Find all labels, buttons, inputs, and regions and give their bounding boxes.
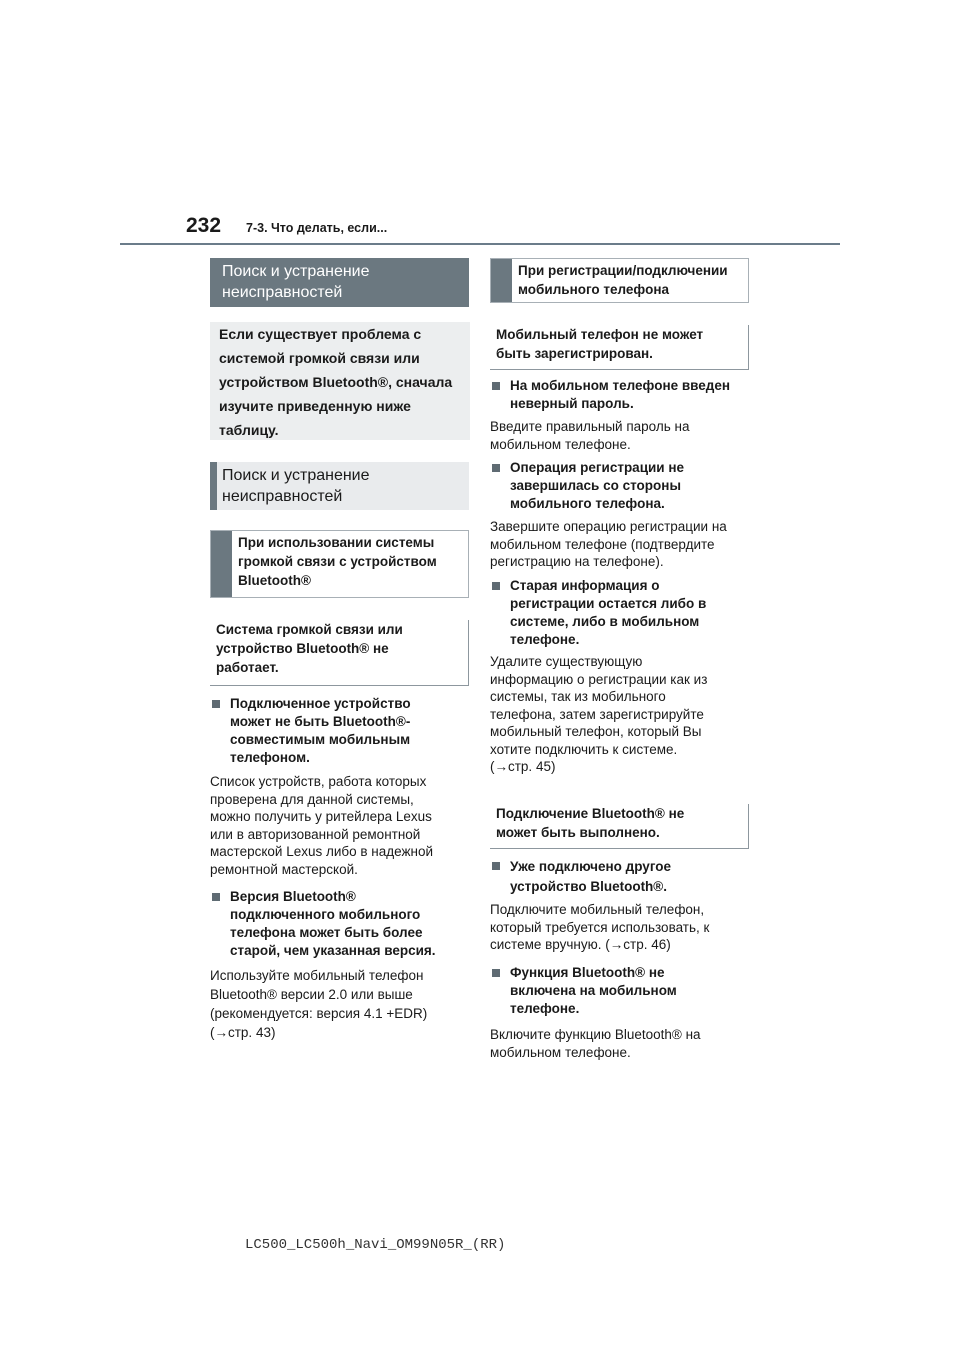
troubleshooting-subheading bbox=[210, 462, 469, 510]
answer-line: мобильном телефоне (подтвердите bbox=[490, 536, 715, 552]
question-line: телефона может быть более bbox=[230, 925, 423, 940]
case-vertical-line bbox=[748, 804, 749, 848]
case-vertical-line bbox=[468, 620, 469, 685]
condition-line: мобильного телефона bbox=[518, 282, 669, 297]
condition-line: При использовании системы bbox=[238, 535, 435, 550]
question-line: мобильного телефона. bbox=[510, 496, 665, 511]
question-line: включена на мобильном bbox=[510, 983, 677, 998]
bullet-square-icon bbox=[492, 382, 500, 390]
question-item bbox=[492, 459, 754, 513]
condition-side-bar bbox=[491, 259, 512, 302]
answer-line: мобильном телефоне. bbox=[490, 436, 631, 452]
case-text bbox=[490, 804, 749, 842]
answer-line: телефона, затем зарегистрируйте bbox=[490, 706, 704, 722]
question-line: Функция Bluetooth® не bbox=[510, 965, 665, 980]
answer-line: (→стр. 45) bbox=[490, 759, 556, 774]
answer-line: (→стр. 43) bbox=[210, 1025, 276, 1040]
question-line: На мобильном телефоне введен bbox=[510, 378, 731, 393]
case-vertical-line bbox=[748, 325, 749, 369]
question-line: Старая информация о bbox=[510, 578, 660, 593]
case-text bbox=[210, 620, 469, 677]
question-line: системе, либо в мобильном bbox=[510, 614, 700, 629]
answer-line: мобильный телефон, который Вы bbox=[490, 724, 702, 739]
bullet-square-icon bbox=[492, 464, 500, 472]
bullet-square-icon bbox=[492, 969, 500, 977]
answer-line: мастерской Lexus либо в надежной bbox=[210, 844, 434, 859]
question-line: подключенного мобильного bbox=[230, 907, 421, 922]
answer-line: Список устройств, работа которых bbox=[210, 774, 427, 789]
case-line: работает. bbox=[216, 660, 279, 675]
answer-line: информацию о регистрации как из bbox=[490, 671, 708, 687]
intro-text: Если существует проблема с системой громкой связи или устройством Bluetooth®, сначала изучите приведенную ниже таблицу. bbox=[219, 326, 453, 438]
bullet-square-icon bbox=[212, 893, 220, 901]
condition-side-bar bbox=[211, 531, 232, 597]
answer-line: системе вручную. (→стр. 46) bbox=[490, 937, 671, 952]
question-line: телефоне. bbox=[510, 632, 580, 647]
case-line: устройство Bluetooth® не bbox=[216, 641, 389, 656]
header-divider bbox=[120, 243, 840, 245]
subheading-text: Поиск и устранение неисправностей bbox=[222, 467, 370, 505]
case-line: Мобильный телефон не может bbox=[496, 327, 704, 342]
answer-line: проверена для данной системы, bbox=[210, 791, 414, 807]
question-line: устройство Bluetooth®. bbox=[510, 879, 668, 894]
condition-line: громкой связи с устройством bbox=[238, 554, 437, 569]
answer-line: Включите функцию Bluetooth® на bbox=[490, 1027, 701, 1042]
question-line: неверный пароль. bbox=[510, 396, 634, 411]
question-line: регистрации остается либо в bbox=[510, 596, 707, 611]
question-line: телефоне. bbox=[510, 1001, 580, 1016]
case-line: Система громкой связи или bbox=[216, 622, 403, 637]
answer-text bbox=[490, 418, 752, 453]
question-item bbox=[492, 577, 754, 649]
condition-text bbox=[518, 261, 740, 299]
question-line: старой, чем указанная версия. bbox=[230, 943, 436, 958]
answer-text bbox=[490, 901, 752, 954]
subheading-bar bbox=[210, 462, 217, 510]
condition-text bbox=[238, 533, 460, 590]
question-item bbox=[492, 377, 754, 413]
condition-box-handsfree bbox=[210, 530, 469, 598]
answer-line: Используйте мобильный телефон bbox=[210, 968, 424, 983]
answer-line: регистрацию на телефоне). bbox=[490, 554, 664, 569]
section-title: 7-3. Что делать, если... bbox=[246, 221, 388, 235]
intro-note bbox=[210, 322, 470, 440]
answer-line: или в авторизованной ремонтной bbox=[210, 826, 421, 842]
case-line: может быть выполнено. bbox=[496, 825, 660, 840]
question-line: Операция регистрации не bbox=[510, 460, 685, 475]
answer-line: системы, так из мобильного bbox=[490, 689, 666, 704]
case-line: Подключение Bluetooth® не bbox=[496, 806, 685, 821]
case-text bbox=[490, 325, 749, 363]
condition-line: При регистрации/подключении bbox=[518, 263, 728, 278]
question-line: Версия Bluetooth® bbox=[230, 889, 356, 904]
answer-text bbox=[210, 966, 470, 1042]
question-item bbox=[212, 695, 472, 767]
question-line: совместимым мобильным bbox=[230, 732, 411, 747]
question-item bbox=[492, 964, 754, 1018]
answer-line: мобильном телефоне. bbox=[490, 1044, 631, 1060]
answer-line: (рекомендуется: версия 4.1 +EDR) bbox=[210, 1006, 428, 1021]
condition-line: Bluetooth® bbox=[238, 573, 311, 588]
case-box-cannot-register bbox=[490, 325, 749, 370]
answer-line: Введите правильный пароль на bbox=[490, 419, 690, 434]
condition-box-registration bbox=[490, 258, 749, 303]
case-box-not-working bbox=[210, 620, 469, 686]
page-number: 232 bbox=[186, 214, 222, 237]
answer-line: Завершите операцию регистрации на bbox=[490, 519, 727, 534]
answer-text bbox=[490, 518, 752, 571]
question-line: завершилась со стороны bbox=[510, 478, 681, 493]
answer-line: Bluetooth® версии 2.0 или выше bbox=[210, 987, 413, 1002]
answer-line: ремонтной мастерской. bbox=[210, 861, 358, 877]
bullet-square-icon bbox=[492, 582, 500, 590]
document-code: LC500_LC500h_Navi_OM99N05R_(RR) bbox=[245, 1237, 506, 1253]
heading-text: Поиск и устранение неисправностей bbox=[222, 263, 370, 301]
question-line: телефоном. bbox=[230, 750, 310, 765]
case-box-cannot-connect bbox=[490, 804, 749, 849]
question-line: Уже подключено другое bbox=[510, 859, 672, 874]
question-item bbox=[212, 888, 472, 960]
bullet-square-icon bbox=[492, 862, 500, 870]
question-line: Подключенное устройство bbox=[230, 696, 411, 711]
answer-text bbox=[490, 1026, 752, 1061]
answer-text bbox=[490, 653, 752, 776]
case-line: быть зарегистрирован. bbox=[496, 346, 653, 361]
answer-line: который требуется использовать, к bbox=[490, 919, 710, 935]
question-line: может не быть Bluetooth®- bbox=[230, 714, 411, 729]
answer-text bbox=[210, 773, 470, 878]
answer-line: Удалите существующую bbox=[490, 654, 643, 669]
bullet-square-icon bbox=[212, 700, 220, 708]
answer-line: хотите подключить к системе. bbox=[490, 741, 678, 757]
answer-line: Подключите мобильный телефон, bbox=[490, 902, 705, 917]
question-item bbox=[492, 857, 754, 897]
answer-line: можно получить у ритейлера Lexus bbox=[210, 809, 432, 824]
troubleshooting-heading bbox=[210, 258, 469, 307]
